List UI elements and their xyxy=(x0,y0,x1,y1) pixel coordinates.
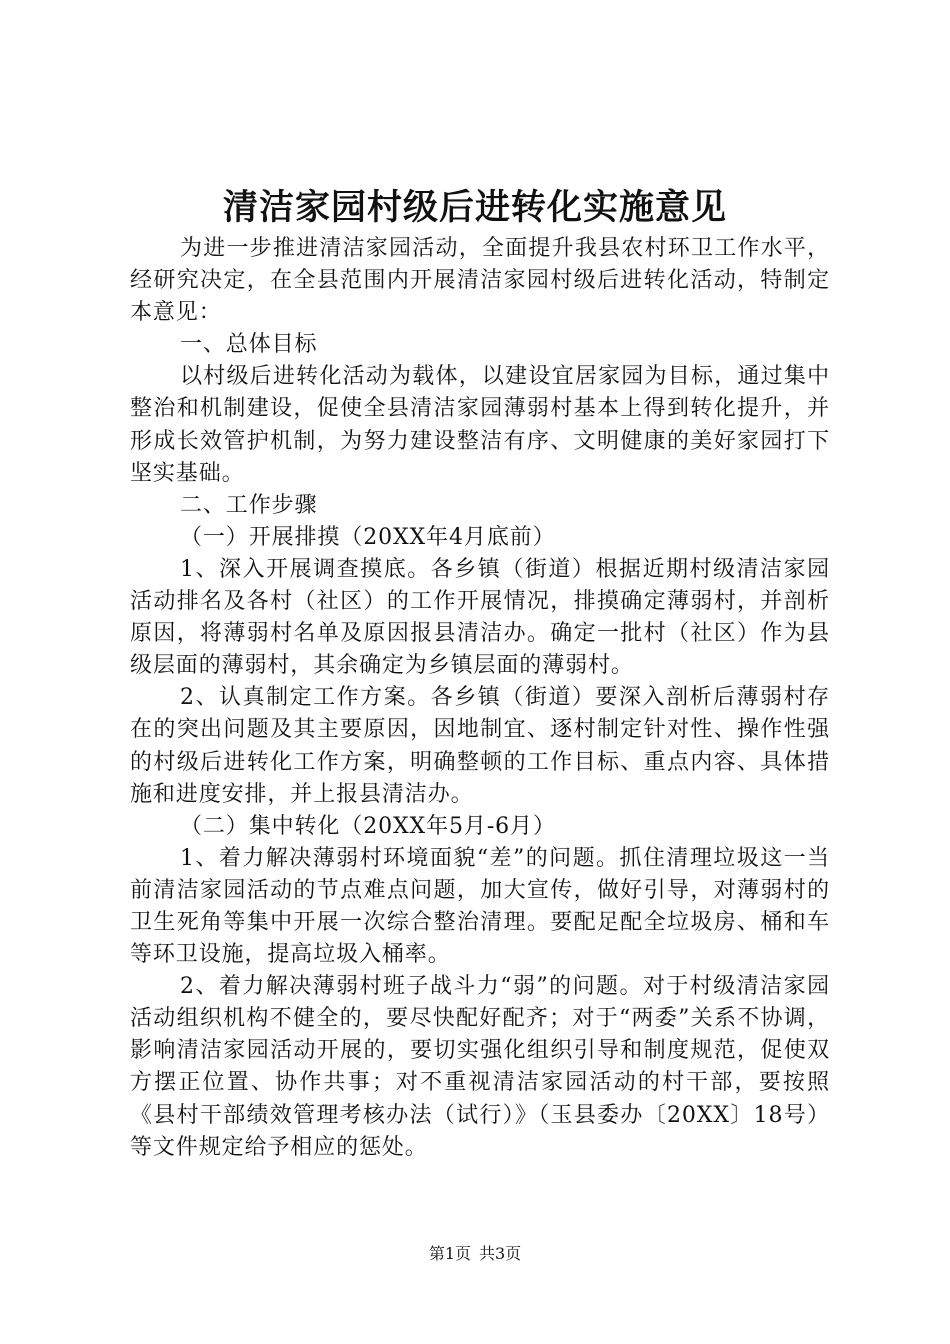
survey-item-2: 2、认真制定工作方案。各乡镇（街道）要深入剖析后薄弱村存在的突出问题及其主要原因，因地制宜、逐村制定针对性、操作性强的村级后进转化工作方案，明确整顿的工作目标、重点内容、具体措施和进度安排，并上报县清洁办。 xyxy=(130,685,830,807)
transform-item-1: 1、着力解决薄弱村环境面貌“差”的问题。抓住清理垃圾这一当前清洁家园活动的节点难点问题，加大宣传，做好引导，对薄弱村的卫生死角等集中开展一次综合整治清理。要配足配全垃圾房、桶和车等环卫设施，提高垃圾入桶率。 xyxy=(130,845,830,968)
subsection-heading-survey: （一）开展排摸（20XX年4月底前） xyxy=(180,524,556,550)
section-heading-goals: 一、总体目标 xyxy=(180,332,318,358)
transform-item-2: 2、着力解决薄弱村班子战斗力“弱”的问题。对于村级清洁家园活动组织机构不健全的，要尽快配好配齐；对于“两委”关系不协调，影响清洁家园活动开展的，要切实强化组织引导和制度规范，促使双方摆正位置、协作共事；对不重视清洁家园活动的村干部，要按照《县村干部绩效管理考核办法（试行）》（玉县委办〔20XX〕18号）等文件规定给予相应的惩处。 xyxy=(130,974,830,1160)
subsection-heading-transform: （二）集中转化（20XX年5月-6月） xyxy=(180,813,556,839)
document-title: 清洁家园村级后进转化实施意见 xyxy=(222,187,727,228)
survey-item-1: 1、深入开展调查摸底。各乡镇（街道）根据近期村级清洁家园活动排名及各村（社区）的工作开展情况，排摸确定薄弱村，并剖析原因，将薄弱村名单及原因报县清洁办。确定一批村（社区）作为县级层面的薄弱村，其余确定为乡镇层面的薄弱村。 xyxy=(130,556,830,679)
document-body xyxy=(130,233,830,1164)
page-total: 共3页 xyxy=(479,1244,522,1263)
page-number: 第1页 xyxy=(428,1244,471,1263)
goals-paragraph: 以村级后进转化活动为载体，以建设宜居家园为目标，通过集中整治和机制建设，促使全县清洁家园薄弱村基本上得到转化提升，并形成长效管护机制，为努力建设整洁有序、文明健康的美好家园打下坚实基础。 xyxy=(130,364,830,486)
section-heading-steps: 二、工作步骤 xyxy=(180,492,318,518)
page-footer xyxy=(0,1243,950,1265)
intro-paragraph: 为进一步推进清洁家园活动，全面提升我县农村环卫工作水平，经研究决定，在全县范围内开展清洁家园村级后进转化活动，特制定本意见： xyxy=(130,236,830,326)
